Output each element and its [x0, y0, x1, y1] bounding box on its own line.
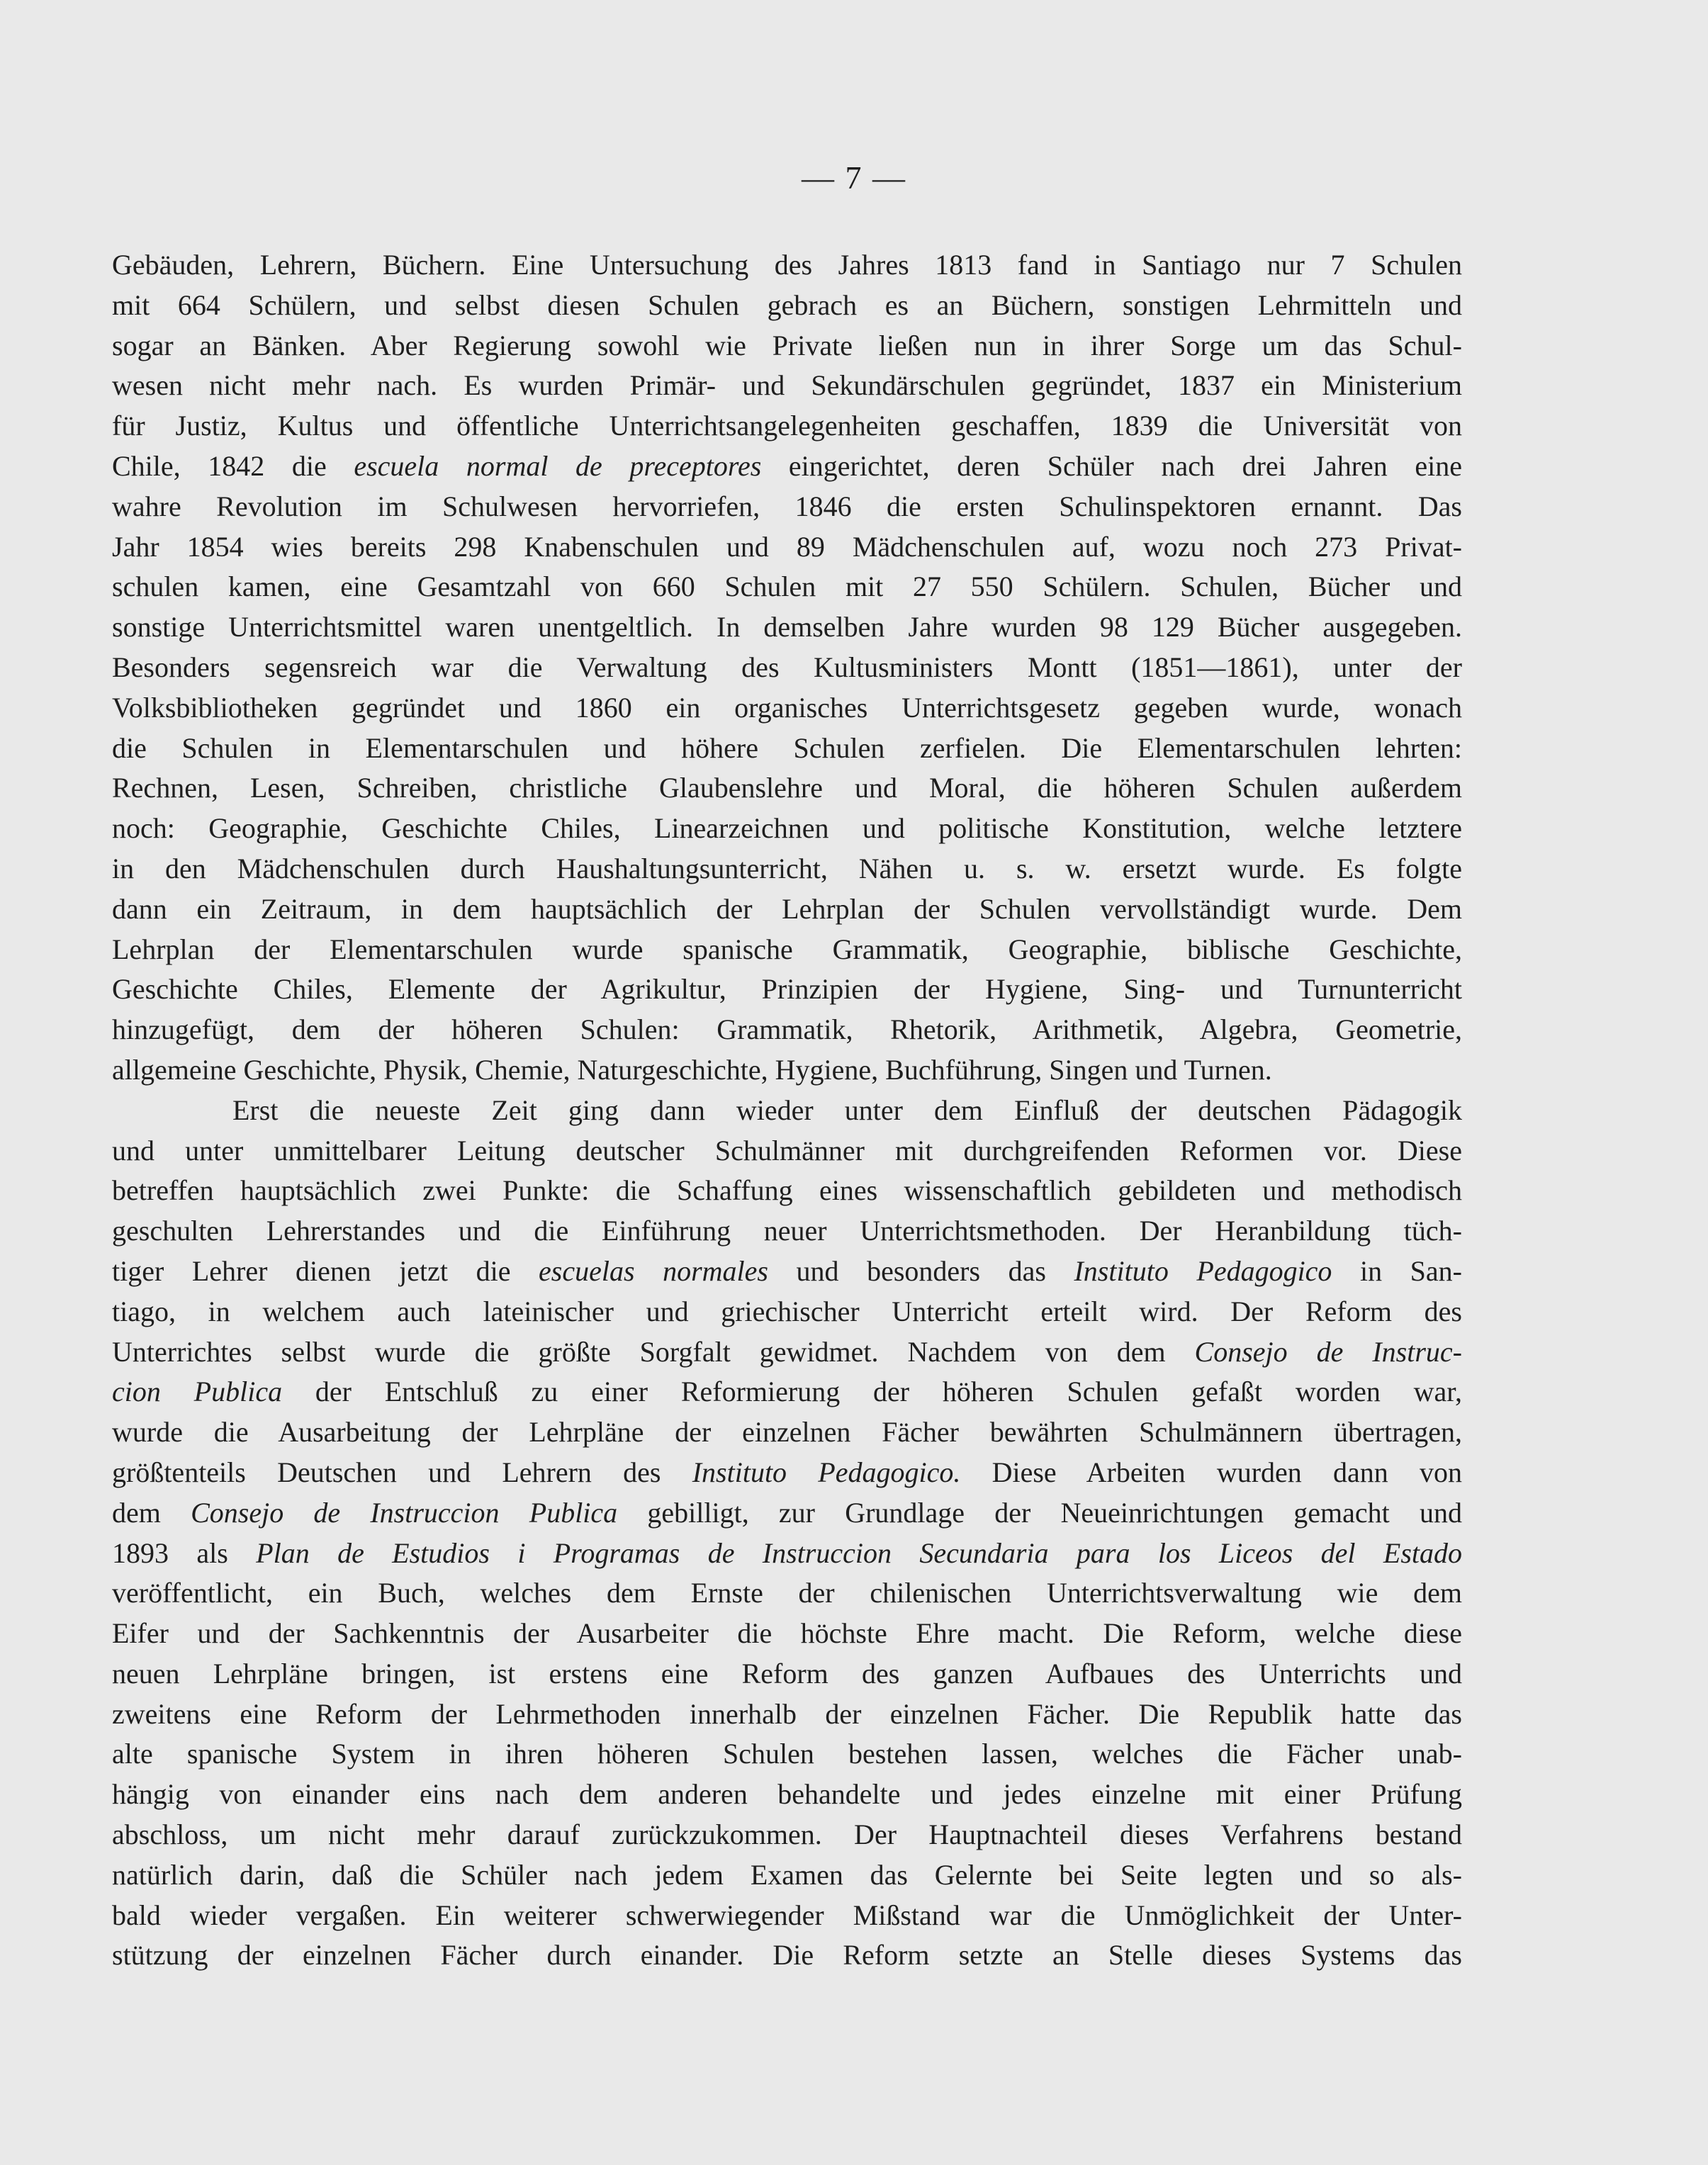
text-line	[112, 1211, 1462, 1252]
text-segment: Diese Arbeiten wurden dann von	[960, 1456, 1462, 1488]
text-segment: allgemeine Geschichte, Physik, Chemie, Naturgeschichte, Hygiene, Buchführung, Singen und Turnen.	[112, 1053, 1272, 1086]
body-text	[112, 245, 1462, 1976]
italic-text-segment: Consejo de Instruccion Publica	[191, 1496, 618, 1529]
text-segment: der Entschluß zu einer Reformierung der höheren Schulen gefaßt worden war,	[282, 1376, 1462, 1408]
text-segment: 1893 als	[112, 1536, 257, 1569]
text-segment: schulen kamen, eine Gesamtzahl von 660 Schulen mit 27 550 Schülern. Schulen, Bücher und	[112, 570, 1462, 603]
text-line	[112, 1050, 1462, 1091]
text-segment: geschulten Lehrerstandes und die Einführung neuer Unterrichtsmethoden. Der Heranbildung tüch-	[112, 1215, 1462, 1247]
text-segment: stützung der einzelnen Fächer durch einander. Die Reform setzte an Stelle dieses Systems das	[112, 1939, 1462, 1972]
text-line	[112, 1614, 1462, 1654]
text-segment: eingerichtet, deren Schüler nach drei Jahren eine	[761, 449, 1462, 482]
text-segment: Volksbibliotheken gegründet und 1860 ein organisches Unterrichtsgesetz gegeben wurde, wonach	[112, 691, 1462, 724]
italic-text-segment: escuelas normales	[539, 1254, 768, 1287]
text-line	[112, 809, 1462, 849]
text-segment: größtenteils Deutschen und Lehrern des	[112, 1456, 692, 1488]
text-line	[112, 406, 1462, 446]
text-line	[112, 1252, 1462, 1292]
italic-text-segment: Consejo de Instruc-	[1194, 1335, 1462, 1368]
text-segment: tiger Lehrer dienen jetzt die	[112, 1254, 539, 1287]
text-line	[112, 768, 1462, 809]
text-segment: Geschichte Chiles, Elemente der Agrikultur, Prinzipien der Hygiene, Sing- und Turnunterricht	[112, 973, 1462, 1006]
text-line	[112, 487, 1462, 527]
text-segment: Eifer und der Sachkenntnis der Ausarbeiter die höchste Ehre macht. Die Reform, welche diese	[112, 1617, 1462, 1650]
text-segment: Rechnen, Lesen, Schreiben, christliche Glaubenslehre und Moral, die höheren Schulen außerdem	[112, 772, 1462, 804]
text-segment: Erst die neueste Zeit ging dann wieder unter dem Einfluß der deutschen Pädagogik	[232, 1093, 1462, 1126]
text-segment: und besonders das	[768, 1254, 1074, 1287]
text-segment: wahre Revolution im Schulwesen hervorriefen, 1846 die ersten Schulinspektoren ernannt. Das	[112, 490, 1462, 522]
text-segment: in den Mädchenschulen durch Haushaltungsunterricht, Nähen u. s. w. ersetzt wurde. Es folgte	[112, 852, 1462, 884]
text-line	[112, 1171, 1462, 1211]
text-line	[112, 286, 1462, 326]
italic-text-segment: Plan de Estudios i Programas de Instruccion Secundaria para los Liceos del Estado	[256, 1536, 1462, 1569]
text-line	[112, 1091, 1462, 1131]
text-segment: sonstige Unterrichtsmittel waren unentgeltlich. In demselben Jahre wurden 98 129 Bücher ausgegeben.	[112, 611, 1462, 643]
text-line	[112, 648, 1462, 688]
text-segment: Besonders segensreich war die Verwaltung des Kultusministers Montt (1851—1861), unter der	[112, 651, 1462, 683]
text-segment: Chile, 1842 die	[112, 449, 354, 482]
text-line	[112, 1372, 1462, 1412]
text-segment: wesen nicht mehr nach. Es wurden Primär- und Sekundärschulen gegründet, 1837 ein Ministerium	[112, 369, 1462, 402]
italic-text-segment: escuela normal de preceptores	[354, 449, 762, 482]
text-segment: gebilligt, zur Grundlage der Neueinrichtungen gemacht und	[617, 1496, 1462, 1529]
text-segment: neuen Lehrpläne bringen, ist erstens eine Reform des ganzen Aufbaues des Unterrichts und	[112, 1657, 1462, 1689]
italic-text-segment: cion Publica	[112, 1376, 283, 1408]
text-line	[112, 1855, 1462, 1896]
text-segment: wurde die Ausarbeitung der Lehrpläne der einzelnen Fächer bewährten Schulmännern übertragen,	[112, 1416, 1462, 1449]
text-segment: zweitens eine Reform der Lehrmethoden innerhalb der einzelnen Fächer. Die Republik hatte das	[112, 1697, 1462, 1730]
text-segment: abschloss, um nicht mehr darauf zurückzukommen. Der Hauptnachteil dieses Verfahrens bestand	[112, 1818, 1462, 1851]
text-segment: veröffentlicht, ein Buch, welches dem Ernste der chilenischen Unterrichtsverwaltung wie dem	[112, 1577, 1462, 1609]
text-segment: hinzugefügt, dem der höheren Schulen: Grammatik, Rhetorik, Arithmetik, Algebra, Geometrie,	[112, 1013, 1462, 1046]
text-line	[112, 1493, 1462, 1534]
text-segment: hängig von einander eins nach dem anderen behandelte und jedes einzelne mit einer Prüfung	[112, 1778, 1462, 1811]
italic-text-segment: Instituto Pedagogico.	[692, 1456, 961, 1488]
text-segment: die Schulen in Elementarschulen und höhere Schulen zerfielen. Die Elementarschulen lehrten:	[112, 731, 1462, 764]
text-line	[112, 1534, 1462, 1574]
text-line	[112, 1815, 1462, 1855]
text-line	[112, 930, 1462, 970]
text-segment: Lehrplan der Elementarschulen wurde spanische Grammatik, Geographie, biblische Geschichte,	[112, 933, 1462, 965]
text-segment: Gebäuden, Lehrern, Büchern. Eine Untersuchung des Jahres 1813 fand in Santiago nur 7 Schulen	[112, 249, 1462, 281]
text-line	[112, 607, 1462, 648]
text-segment: und unter unmittelbarer Leitung deutscher Schulmänner mit durchgreifenden Reformen vor. Diese	[112, 1134, 1462, 1166]
text-segment: dann ein Zeitraum, in dem hauptsächlich der Lehrplan der Schulen vervollständigt wurde. Dem	[112, 892, 1462, 925]
text-segment: Unterrichtes selbst wurde die größte Sorgfalt gewidmet. Nachdem von dem	[112, 1335, 1195, 1368]
text-segment: Jahr 1854 wies bereits 298 Knabenschulen und 89 Mädchenschulen auf, wozu noch 273 Privat-	[112, 530, 1462, 563]
page-number: — 7 —	[802, 159, 906, 196]
text-line	[112, 1896, 1462, 1936]
text-segment: alte spanische System in ihren höheren Schulen bestehen lassen, welches die Fächer unab-	[112, 1738, 1462, 1770]
text-line	[112, 969, 1462, 1010]
text-line	[112, 1453, 1462, 1493]
text-segment: dem	[112, 1496, 191, 1529]
text-line	[112, 1332, 1462, 1373]
text-line	[112, 326, 1462, 366]
text-segment: mit 664 Schülern, und selbst diesen Schulen gebrach es an Büchern, sonstigen Lehrmitteln und	[112, 288, 1462, 321]
text-line	[112, 245, 1462, 286]
text-line	[112, 1734, 1462, 1775]
text-line	[112, 567, 1462, 607]
text-line	[112, 1131, 1462, 1171]
text-segment: in San-	[1332, 1254, 1462, 1287]
text-segment: natürlich darin, daß die Schüler nach jedem Examen das Gelernte bei Seite legten und so als-	[112, 1858, 1462, 1891]
text-segment: tiago, in welchem auch lateinischer und griechischer Unterricht erteilt wird. Der Reform des	[112, 1295, 1462, 1327]
text-line	[112, 1935, 1462, 1976]
text-segment: für Justiz, Kultus und öffentliche Unterrichtsangelegenheiten geschaffen, 1839 die Universität von	[112, 410, 1462, 442]
text-segment: sogar an Bänken. Aber Regierung sowohl wie Private ließen nun in ihrer Sorge um das Schul-	[112, 329, 1462, 361]
text-line	[112, 1573, 1462, 1614]
text-segment: noch: Geographie, Geschichte Chiles, Linearzeichnen und politische Konstitution, welche letztere	[112, 812, 1462, 845]
text-line	[112, 446, 1462, 487]
text-line	[112, 1654, 1462, 1694]
text-line	[112, 527, 1462, 568]
italic-text-segment: Instituto Pedagogico	[1074, 1254, 1332, 1287]
text-line	[112, 1412, 1462, 1453]
text-line	[112, 1010, 1462, 1050]
text-line	[112, 849, 1462, 889]
text-line	[112, 729, 1462, 769]
text-line	[112, 366, 1462, 406]
text-line	[112, 688, 1462, 729]
text-line	[112, 889, 1462, 930]
text-segment: betreffen hauptsächlich zwei Punkte: die Schaffung eines wissenschaftlich gebildeten und methodisch	[112, 1174, 1462, 1207]
text-line	[112, 1694, 1462, 1735]
text-segment: bald wieder vergaßen. Ein weiterer schwerwiegender Mißstand war die Unmöglichkeit der Unter-	[112, 1899, 1462, 1931]
text-line	[112, 1292, 1462, 1332]
text-line	[112, 1775, 1462, 1815]
